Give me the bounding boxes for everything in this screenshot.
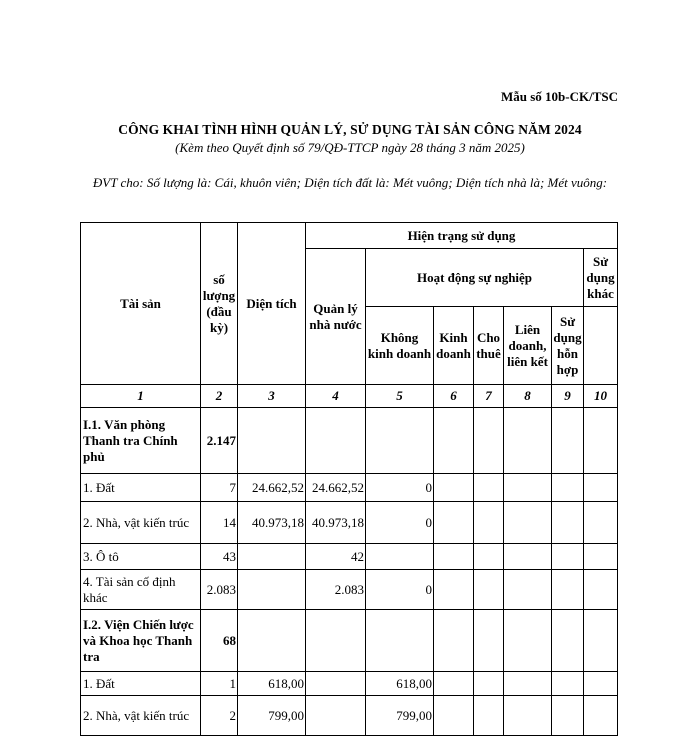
quantity-cell: 2.147: [201, 408, 238, 474]
quantity-cell: 68: [201, 610, 238, 672]
quantity-cell: 43: [201, 544, 238, 570]
table-row: [81, 408, 618, 474]
document-subtitle: (Kèm theo Quyết định số 79/QĐ-TTCP ngày 28 tháng 3 năm 2025): [175, 140, 525, 155]
header-quantity: số lượng (đầu kỳ): [201, 223, 238, 385]
column-number: 9: [552, 385, 584, 408]
table-row: [81, 610, 618, 672]
unit-note: ĐVT cho: Số lượng là: Cái, khuôn viên; Diện tích đất là: Mét vuông; Diện tích nhà là; Mét vuông:: [92, 175, 608, 190]
table-row: [81, 570, 618, 610]
quantity-cell: 7: [201, 474, 238, 502]
non-business-cell: 799,00: [366, 696, 434, 736]
area-cell: [238, 570, 306, 610]
form-number: Mẫu số 10b-CK/TSC: [500, 89, 618, 104]
area-cell: 24.662,52: [238, 474, 306, 502]
asset-name: I.1. Văn phòng Thanh tra Chính phủ: [81, 408, 201, 474]
area-cell: [238, 408, 306, 474]
state-management-cell: 24.662,52: [306, 474, 366, 502]
table-row: [81, 502, 618, 544]
state-management-cell: [306, 610, 366, 672]
table-row: [81, 696, 618, 736]
non-business-cell: 618,00: [366, 672, 434, 696]
header-joint-venture: Liên doanh, liên kết: [504, 307, 552, 385]
header-other-use-blank: [584, 307, 618, 385]
document-title: CÔNG KHAI TÌNH HÌNH QUẢN LÝ, SỬ DỤNG TÀI SẢN CÔNG NĂM 2024: [118, 122, 582, 137]
header-area: Diện tích: [238, 223, 306, 385]
quantity-cell: 2: [201, 696, 238, 736]
header-usage-status: Hiện trạng sử dụng: [306, 223, 618, 249]
non-business-cell: [366, 544, 434, 570]
column-number: 6: [434, 385, 474, 408]
quantity-cell: 1: [201, 672, 238, 696]
state-management-cell: [306, 696, 366, 736]
state-management-cell: 2.083: [306, 570, 366, 610]
non-business-cell: 0: [366, 474, 434, 502]
table-row: [81, 672, 618, 696]
quantity-cell: 14: [201, 502, 238, 544]
state-management-cell: 42: [306, 544, 366, 570]
header-lease: Cho thuê: [474, 307, 504, 385]
column-number: 4: [306, 385, 366, 408]
header-asset: Tài sản: [81, 223, 201, 385]
area-cell: [238, 610, 306, 672]
state-management-cell: [306, 672, 366, 696]
asset-name: 4. Tài sản cố định khác: [81, 570, 201, 610]
table-row: [81, 474, 618, 502]
non-business-cell: [366, 408, 434, 474]
header-business: Kinh doanh: [434, 307, 474, 385]
asset-name: 1. Đất: [81, 672, 201, 696]
assets-table: [80, 222, 618, 736]
area-cell: 40.973,18: [238, 502, 306, 544]
column-number: 1: [81, 385, 201, 408]
asset-name: 2. Nhà, vật kiến trúc: [81, 502, 201, 544]
header-other-use: Sử dụng khác: [584, 249, 618, 307]
header-non-business: Không kinh doanh: [366, 307, 434, 385]
column-number: 7: [474, 385, 504, 408]
header-state-management: Quản lý nhà nước: [306, 249, 366, 385]
column-number: 2: [201, 385, 238, 408]
state-management-cell: 40.973,18: [306, 502, 366, 544]
state-management-cell: [306, 408, 366, 474]
header-mixed-use: Sử dụng hỗn hợp: [552, 307, 584, 385]
non-business-cell: 0: [366, 502, 434, 544]
column-number: 8: [504, 385, 552, 408]
area-cell: 799,00: [238, 696, 306, 736]
asset-name: 3. Ô tô: [81, 544, 201, 570]
asset-name: 2. Nhà, vật kiến trúc: [81, 696, 201, 736]
column-number: 5: [366, 385, 434, 408]
non-business-cell: 0: [366, 570, 434, 610]
asset-name: I.2. Viện Chiến lược và Khoa học Thanh tra: [81, 610, 201, 672]
table-row: [81, 544, 618, 570]
non-business-cell: [366, 610, 434, 672]
area-cell: 618,00: [238, 672, 306, 696]
area-cell: [238, 544, 306, 570]
column-number: 3: [238, 385, 306, 408]
header-career-activities: Hoạt động sự nghiệp: [366, 249, 584, 307]
quantity-cell: 2.083: [201, 570, 238, 610]
column-number: 10: [584, 385, 618, 408]
asset-name: 1. Đất: [81, 474, 201, 502]
